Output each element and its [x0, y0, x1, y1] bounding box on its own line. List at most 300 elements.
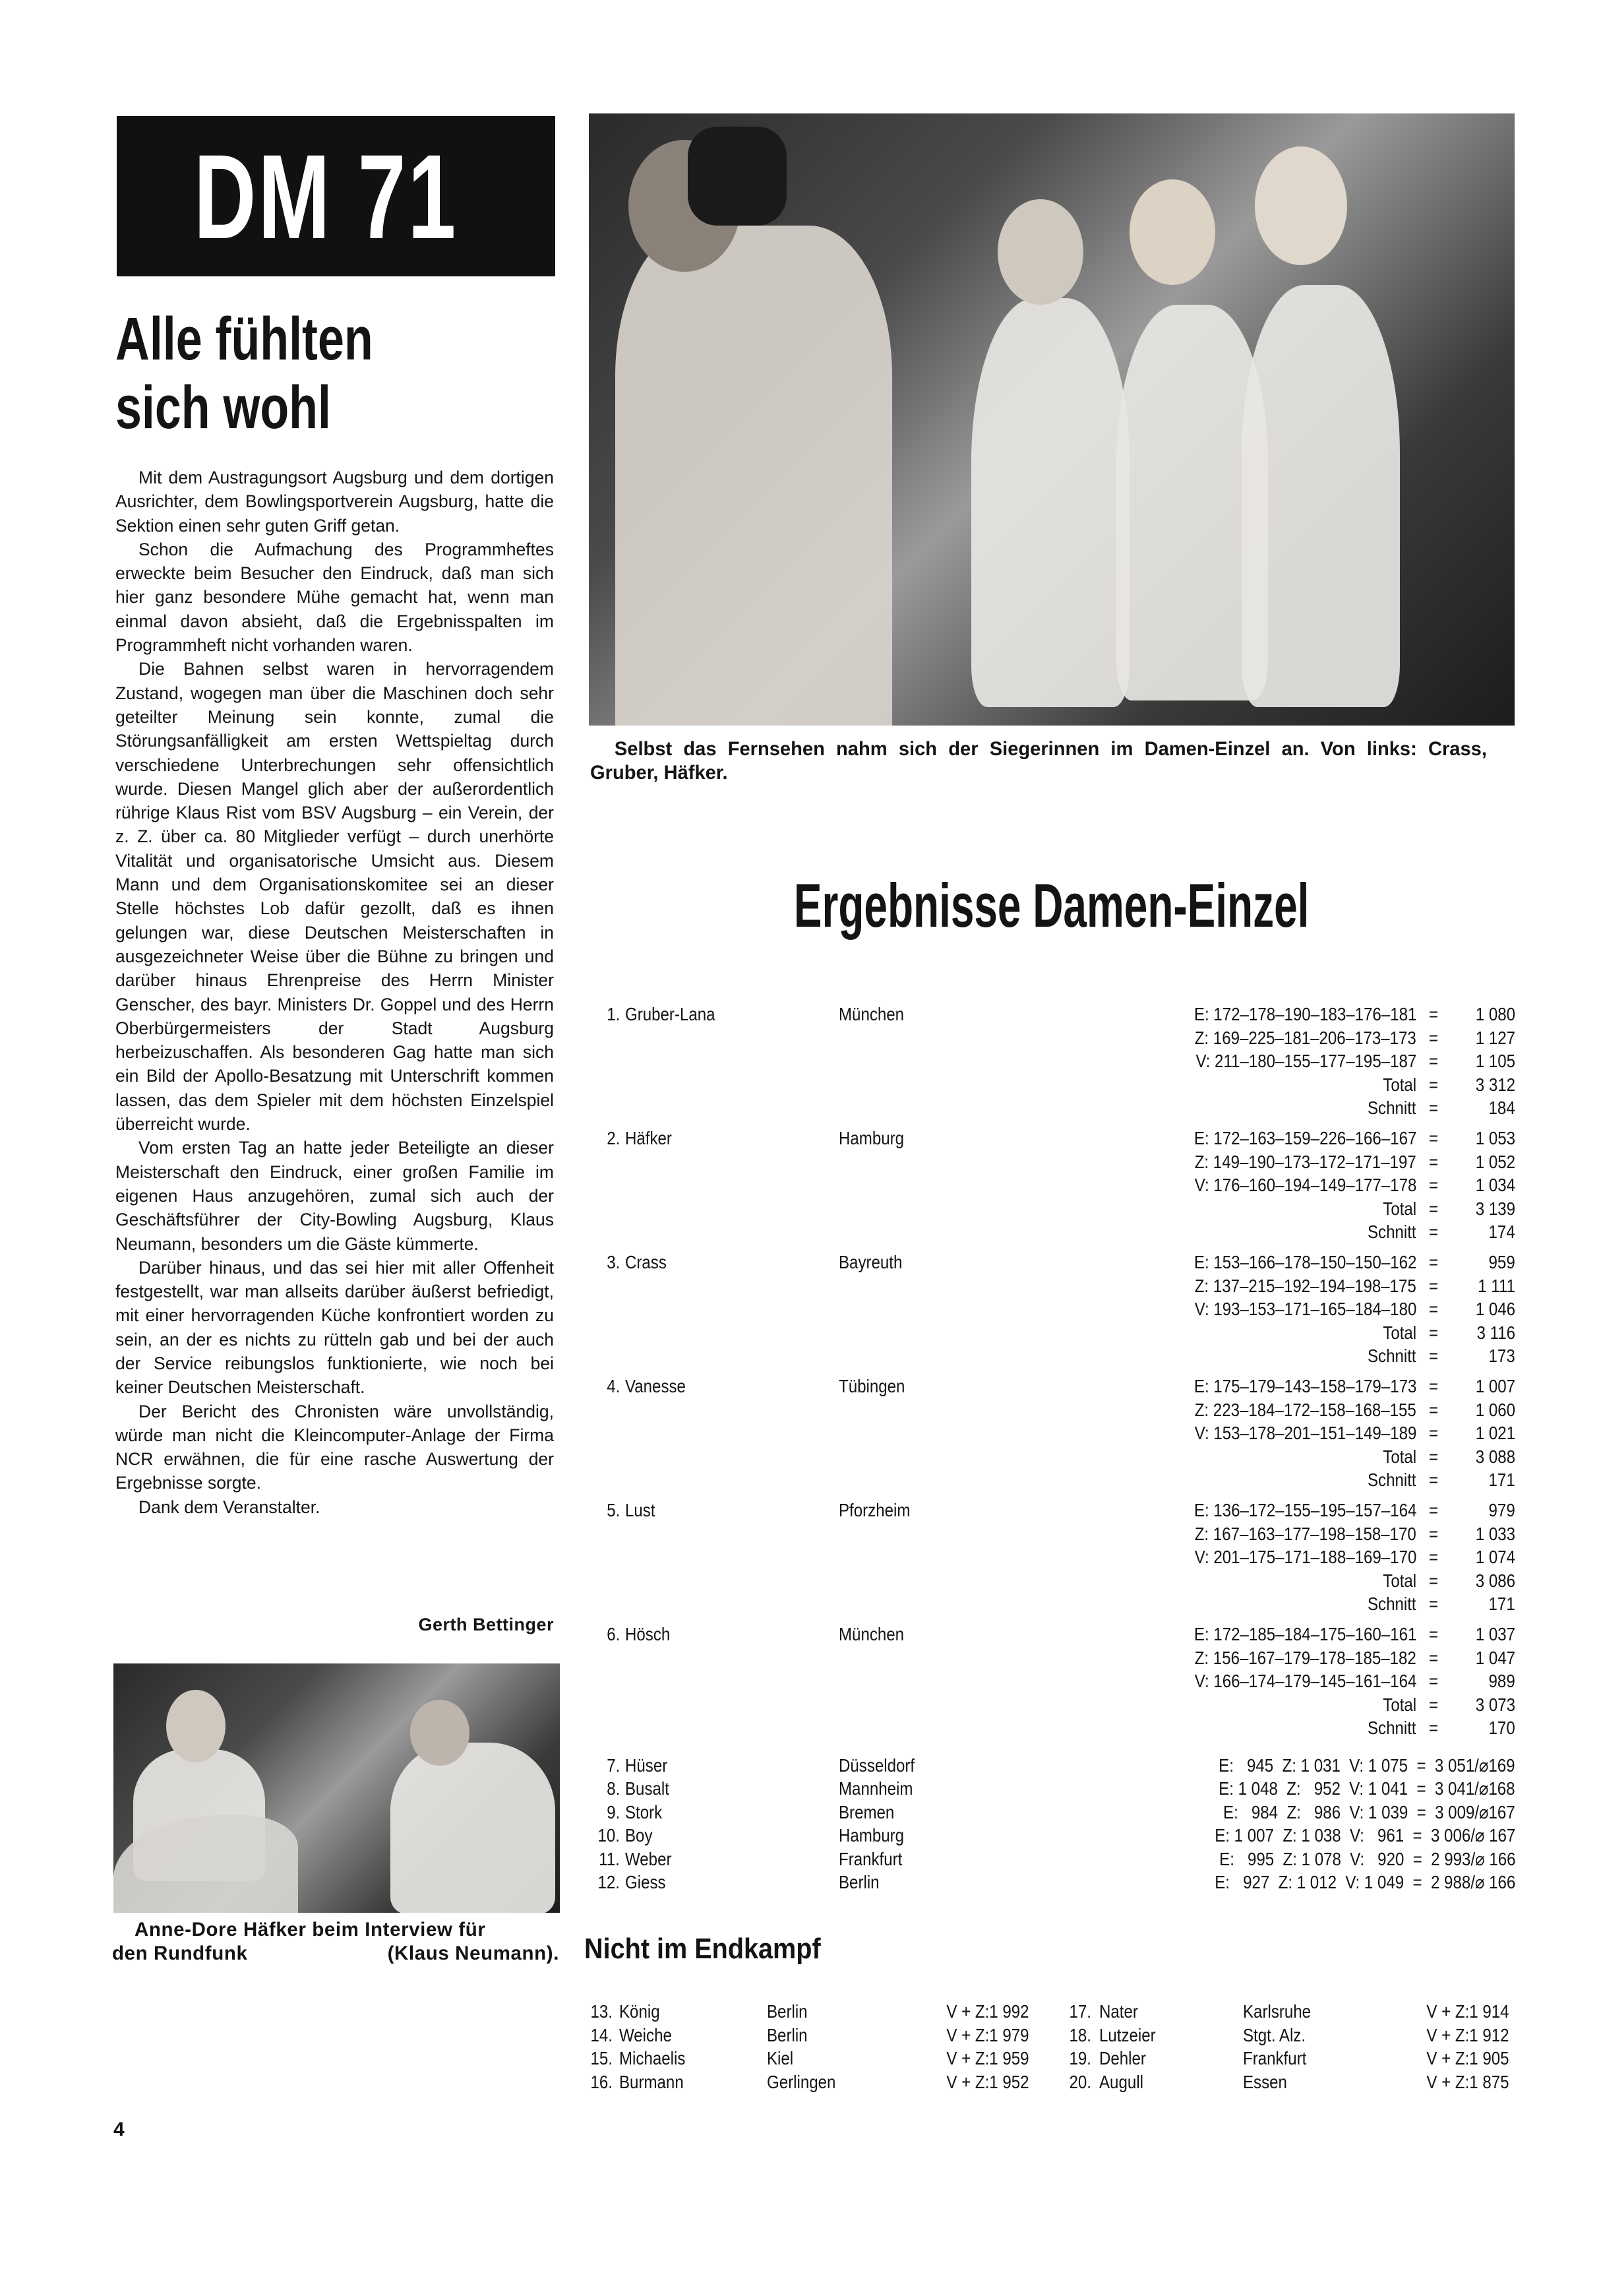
average-label-text: Schnitt: [1368, 1346, 1416, 1366]
non-finalist-row: [578, 2024, 1515, 2047]
round-games: [1159, 1274, 1416, 1298]
round-games-text: V: 176–160–194–149–177–178: [1194, 1175, 1416, 1195]
result-average-row: [593, 1344, 1515, 1368]
rank-text: 20.: [1069, 2071, 1091, 2092]
average-label: [1360, 1592, 1416, 1616]
total-label-text: Total: [1383, 1694, 1416, 1715]
equals-sign-text: =: [1428, 1446, 1438, 1467]
round-sum-text: 1 105: [1475, 1051, 1515, 1071]
equals-sign: [1427, 1173, 1441, 1197]
player-city: [839, 1754, 927, 1778]
score-text: V + Z:1 992: [946, 2001, 1029, 2022]
result-entry: [593, 1127, 1515, 1244]
score-summary-text: E: 1 048 Z: 952 V: 1 041 = 3 041/⌀168: [1219, 1778, 1515, 1799]
nicht-title-text: Nicht im Endkampf: [584, 1933, 821, 1965]
player-name: [619, 2070, 694, 2094]
round-games-text: V: 201–175–171–188–169–170: [1194, 1547, 1416, 1567]
player-name: [625, 1754, 675, 1778]
round-sum: [1447, 1251, 1515, 1274]
score-summary-text: E: 984 Z: 986 V: 1 039 = 3 009/⌀167: [1223, 1801, 1515, 1822]
round-sum-text: 1 052: [1475, 1151, 1515, 1172]
compact-results: [593, 1754, 1515, 1894]
player-name-text: Weber: [625, 1848, 672, 1869]
rank: [593, 1251, 620, 1274]
tv-photo-caption: [590, 737, 1487, 785]
score-text: V + Z:1 905: [1426, 2048, 1509, 2068]
player-city-text: München: [839, 1004, 905, 1024]
result-round-row: [593, 1398, 1515, 1422]
round-sum: [1447, 1646, 1515, 1670]
equals-sign-text: =: [1428, 1694, 1438, 1715]
player-city: [839, 1824, 915, 1847]
equals-sign: [1427, 1150, 1441, 1174]
round-sum-text: 1 047: [1475, 1647, 1515, 1668]
average-label-text: Schnitt: [1368, 1594, 1416, 1614]
score-text: V + Z:1 912: [1426, 2024, 1509, 2045]
round-sum: [1447, 1297, 1515, 1321]
player-city-text: Essen: [1243, 2071, 1287, 2092]
score-summary: [1170, 1777, 1515, 1801]
equals-sign: [1427, 1127, 1441, 1150]
total-value: [1447, 1693, 1515, 1717]
player-city: [1243, 2024, 1316, 2047]
round-games: [1159, 1297, 1416, 1321]
equals-sign-text: =: [1428, 1222, 1438, 1242]
equals-sign: [1427, 1096, 1441, 1120]
average-value: [1447, 1468, 1515, 1492]
equals-sign: [1427, 1274, 1441, 1298]
player-city: [767, 2070, 847, 2094]
rank: [593, 1871, 620, 1894]
result-average-row: [593, 1096, 1515, 1120]
round-games-text: E: 172–178–190–183–176–181: [1193, 1004, 1416, 1024]
average-value-text: 171: [1488, 1470, 1515, 1490]
round-games-text: E: 175–179–143–158–179–173: [1193, 1376, 1416, 1396]
result-total-row: [593, 1321, 1515, 1345]
total-label-text: Total: [1383, 1074, 1416, 1095]
player-city-text: Berlin: [767, 2001, 808, 2022]
round-games-text: Z: 156–167–179–178–185–182: [1194, 1647, 1416, 1668]
caption-line-2: [112, 1942, 559, 1966]
round-games-text: Z: 137–215–192–194–198–175: [1194, 1275, 1416, 1296]
equals-sign-text: =: [1428, 1198, 1438, 1219]
player-name-text: Nater: [1099, 2001, 1138, 2022]
player-city-text: Stgt. Alz.: [1243, 2024, 1306, 2045]
equals-sign-text: =: [1428, 1624, 1438, 1644]
result-total-row: [593, 1569, 1515, 1593]
result-entry: [593, 1375, 1515, 1492]
equals-sign-text: =: [1428, 1322, 1438, 1343]
non-finalist-row: [578, 2070, 1515, 2094]
round-games: [1159, 1173, 1416, 1197]
equals-sign-text: =: [1428, 1275, 1438, 1296]
rank-text: 13.: [590, 2001, 613, 2022]
round-games: [1159, 1669, 1416, 1693]
rank-text: 9.: [606, 1801, 620, 1822]
author-byline: Gerth Bettinger: [418, 1615, 554, 1634]
rank-text: 4.: [606, 1376, 620, 1396]
round-sum: [1447, 1150, 1515, 1174]
equals-sign-text: =: [1428, 1671, 1438, 1691]
player-city-text: Mannheim: [839, 1778, 913, 1799]
round-sum-text: 1 080: [1475, 1004, 1515, 1024]
score-text: V + Z:1 875: [1426, 2071, 1509, 2092]
round-games-text: V: 193–153–171–165–184–180: [1194, 1299, 1416, 1319]
rank-text: 11.: [599, 1848, 620, 1869]
caption-photo-credit: (Klaus Neumann).: [387, 1942, 559, 1964]
equals-sign-text: =: [1428, 1647, 1438, 1668]
player-city: [767, 2000, 814, 2024]
detailed-results: [593, 1003, 1515, 1747]
caption-line-1: Anne-Dore Häfker beim Interview für: [135, 1919, 486, 1940]
rank: [593, 1127, 620, 1150]
rank: [1057, 2070, 1091, 2094]
section-badge: [117, 116, 555, 276]
score-text: V + Z:1 979: [946, 2024, 1029, 2045]
player-name-text: Häfker: [625, 1128, 672, 1148]
round-games: [1160, 1049, 1416, 1073]
rank-text: 7.: [606, 1754, 620, 1776]
paragraph: Die Bahnen selbst waren in hervorragendem Zustand, wogegen man über die Maschinen doch sehr geteilter Meinung sein konnte, zumal die Störungsanfälligkeit am ersten Wettspieltag durch verschiedene Unterbrechungen sehr offensichtlich wurde. Diesen Mangel glich aber der außerordentlich rührige Klaus Rist vom BSV Augsburg – ein Verein, der z. Z. über ca. 80 Mitglieder verfügt – durch unerhörte Vitalität und organisatorische Umsicht aus. Diesem Mann und dem Organisationskomitee sei an dieser Stelle höchstes Lob dafür gezollt, daß es ihnen gelungen war, diese Deutschen Meisterschaften in ausgezeichneter Weise über die Bühne zu bringen und darüber hinaus Ehrenpreise des Herrn Minister Genscher, des bayr. Ministers Dr. Goppel und des Herrn Oberbürgermeisters der Stadt Augsburg herbeizuschaffen. Als besonderen Gag hatte man sich ein Bild der Apollo-Besatzung mit Unterschrift kommen lassen, das dem Spieler mit dem höchsten Einzelspiel überreicht wurde.: [115, 659, 554, 1134]
round-sum: [1447, 1522, 1515, 1546]
page-number: 4: [113, 2119, 125, 2140]
round-games-text: Z: 169–225–181–206–173–173: [1194, 1027, 1416, 1048]
rank: [593, 1003, 620, 1026]
player-name: [619, 2000, 667, 2024]
score-summary: [1170, 1754, 1515, 1778]
average-value: [1447, 1592, 1515, 1616]
equals-sign: [1427, 1569, 1441, 1593]
equals-sign: [1427, 1716, 1441, 1740]
average-label: [1360, 1344, 1416, 1368]
equals-sign-text: =: [1428, 1594, 1438, 1614]
player-name-text: Lust: [625, 1500, 655, 1520]
rank-text: 3.: [606, 1252, 620, 1272]
player-city-text: Frankfurt: [1243, 2048, 1307, 2068]
player-name: [1099, 2047, 1153, 2070]
compact-result-row: [593, 1754, 1515, 1778]
equals-sign: [1427, 1623, 1441, 1646]
headline-line-2: sich wohl: [115, 374, 331, 441]
player-name-text: Lutzeier: [1099, 2024, 1156, 2045]
player-name: [625, 1871, 673, 1894]
score-summary-text: E: 927 Z: 1 012 V: 1 049 = 2 988/⌀ 166: [1214, 1872, 1515, 1892]
round-sum-text: 1 111: [1478, 1275, 1515, 1296]
player-name: [625, 1499, 660, 1522]
result-average-row: [593, 1220, 1515, 1244]
equals-sign-text: =: [1428, 1718, 1438, 1738]
equals-sign: [1427, 1522, 1441, 1546]
rank-text: 17.: [1069, 2001, 1091, 2022]
rank: [1057, 2047, 1091, 2070]
player-city: [839, 1871, 886, 1894]
result-average-row: [593, 1592, 1515, 1616]
round-sum-text: 1 127: [1475, 1027, 1515, 1048]
equals-sign: [1427, 1321, 1441, 1345]
player-name: [619, 2024, 680, 2047]
round-sum-text: 989: [1488, 1671, 1515, 1691]
result-round-row: [593, 1545, 1515, 1569]
player-city: [839, 1777, 925, 1801]
round-sum: [1447, 1026, 1515, 1050]
round-sum: [1447, 1049, 1515, 1073]
equals-sign-text: =: [1428, 1074, 1438, 1095]
player-city-text: Gerlingen: [767, 2071, 836, 2092]
round-games: [1159, 1646, 1416, 1670]
average-label-text: Schnitt: [1368, 1098, 1416, 1118]
player-name: [625, 1127, 679, 1150]
player-city-text: Bayreuth: [839, 1252, 903, 1272]
paragraph: Vom ersten Tag an hatte jeder Beteiligte an dieser Meisterschaft den Eindruck, einer großen Familie im eigenen Haus anzugehören, zumal sich auch der Geschäftsführer der City-Bowling Augsburg, Klaus Neumann, besonders um die Gäste kümmerte.: [115, 1138, 554, 1254]
result-round-row: [593, 1173, 1515, 1197]
round-games: [1158, 1623, 1416, 1646]
score-summary-text: E: 1 007 Z: 1 038 V: 961 = 3 006/⌀ 167: [1214, 1825, 1515, 1846]
result-entry: [593, 1623, 1515, 1740]
rank-text: 5.: [606, 1500, 620, 1520]
total-value-text: 3 086: [1475, 1570, 1515, 1591]
equals-sign-text: =: [1428, 1252, 1438, 1272]
player-name-text: Gruber-Lana: [625, 1004, 715, 1024]
score: [1356, 2047, 1509, 2070]
total-label: [1377, 1569, 1416, 1593]
compact-result-row: [593, 1824, 1515, 1847]
result-round-row: [593, 1127, 1515, 1150]
round-sum: [1447, 1545, 1515, 1569]
score-summary: [1171, 1847, 1516, 1871]
equals-sign-text: =: [1428, 1299, 1438, 1319]
player-city: [1243, 2070, 1294, 2094]
result-entry: [593, 1003, 1515, 1120]
total-value-text: 3 088: [1475, 1446, 1515, 1467]
player-city: [1243, 2000, 1322, 2024]
player-name-text: Vanesse: [625, 1376, 686, 1396]
round-games: [1159, 1421, 1416, 1445]
player-name: [1099, 2070, 1151, 2094]
section-badge-text: DM 71: [194, 129, 458, 264]
results-table: [593, 1003, 1515, 1894]
result-round-row: [593, 1251, 1515, 1274]
result-total-row: [593, 1197, 1515, 1221]
paragraph: Schon die Aufmachung des Programmheftes erweckte beim Besucher den Eindruck, daß man sich hier ganz besondere Mühe gemacht hat, wenn man einmal davon absieht, daß die Ergebnisspalten im Programmheft nicht vorhanden waren.: [115, 539, 554, 656]
equals-sign: [1427, 1445, 1441, 1469]
nicht-im-endkampf-title: [584, 1933, 847, 1966]
equals-sign-text: =: [1428, 1376, 1438, 1396]
player-name-text: Giess: [625, 1872, 666, 1892]
rank: [578, 2047, 613, 2070]
rank-text: 16.: [590, 2071, 613, 2092]
equals-sign-text: =: [1428, 1399, 1438, 1420]
round-games: [1159, 1545, 1416, 1569]
equals-sign: [1427, 1297, 1441, 1321]
total-value: [1447, 1321, 1515, 1345]
round-sum: [1447, 1127, 1515, 1150]
rank-text: 8.: [606, 1778, 620, 1799]
score-text: V + Z:1 952: [946, 2071, 1029, 2092]
result-average-row: [593, 1468, 1515, 1492]
average-value: [1447, 1096, 1515, 1120]
round-sum: [1447, 1003, 1515, 1026]
round-sum-text: 1 060: [1475, 1399, 1515, 1420]
player-name: [619, 2047, 696, 2070]
round-games: [1159, 1150, 1416, 1174]
total-value-text: 3 139: [1475, 1198, 1515, 1219]
round-games-text: E: 172–185–184–175–160–161: [1193, 1624, 1416, 1644]
round-games-text: Z: 223–184–172–158–168–155: [1194, 1399, 1416, 1420]
equals-sign: [1427, 1220, 1441, 1244]
total-value: [1447, 1445, 1515, 1469]
total-label-text: Total: [1383, 1570, 1416, 1591]
result-entry: [593, 1251, 1515, 1368]
player-city-text: Karlsruhe: [1243, 2001, 1312, 2022]
result-total-row: [593, 1445, 1515, 1469]
round-games-text: Z: 167–163–177–198–158–170: [1194, 1523, 1416, 1544]
result-round-row: [593, 1522, 1515, 1546]
caption-line-2-left: den Rundfunk: [112, 1942, 248, 1964]
round-sum-text: 959: [1488, 1252, 1515, 1272]
equals-sign-text: =: [1428, 1423, 1438, 1443]
player-name-text: Hösch: [625, 1624, 671, 1644]
round-games: [1159, 1398, 1416, 1422]
headline-line-1: Alle fühlten: [115, 305, 373, 373]
paragraph: Dank dem Veranstalter.: [138, 1497, 320, 1517]
total-label: [1377, 1693, 1416, 1717]
round-games-text: E: 172–163–159–226–166–167: [1193, 1128, 1416, 1148]
equals-sign: [1427, 1375, 1441, 1398]
compact-result-row: [593, 1847, 1515, 1871]
player-city: [767, 2024, 814, 2047]
equals-sign: [1427, 1344, 1441, 1368]
average-label-text: Schnitt: [1368, 1718, 1416, 1738]
total-label: [1377, 1197, 1416, 1221]
total-label-text: Total: [1383, 1322, 1416, 1343]
result-round-row: [593, 1499, 1515, 1522]
result-total-row: [593, 1693, 1515, 1717]
rank: [578, 2024, 613, 2047]
round-games: [1158, 1251, 1416, 1274]
equals-sign-text: =: [1428, 1175, 1438, 1195]
compact-result-row: [593, 1777, 1515, 1801]
average-value: [1447, 1344, 1515, 1368]
rank: [593, 1847, 620, 1871]
average-label-text: Schnitt: [1368, 1222, 1416, 1242]
player-name: [1099, 2024, 1165, 2047]
score-text: V + Z:1 914: [1426, 2001, 1509, 2022]
player-city-text: Hamburg: [839, 1128, 905, 1148]
equals-sign-text: =: [1428, 1570, 1438, 1591]
interview-photo: [113, 1663, 560, 1913]
player-name-text: Hüser: [625, 1754, 668, 1776]
player-city: [839, 1127, 915, 1150]
player-city-text: Tübingen: [839, 1376, 905, 1396]
equals-sign: [1427, 1646, 1441, 1670]
total-value: [1447, 1569, 1515, 1593]
player-name-text: Dehler: [1099, 2048, 1146, 2068]
average-value-text: 184: [1488, 1098, 1515, 1118]
average-value-text: 173: [1488, 1346, 1515, 1366]
player-name: [625, 1375, 696, 1398]
player-city-text: Kiel: [767, 2048, 794, 2068]
player-city-text: Frankfurt: [839, 1848, 903, 1869]
round-sum: [1447, 1669, 1515, 1693]
rank: [593, 1754, 620, 1778]
player-city-text: München: [839, 1624, 905, 1644]
round-games: [1159, 1026, 1416, 1050]
round-sum-text: 1 046: [1475, 1299, 1515, 1319]
player-city-text: Pforzheim: [839, 1500, 911, 1520]
player-name-text: Weiche: [619, 2024, 672, 2045]
rank: [1057, 2000, 1091, 2024]
player-city: [839, 1623, 915, 1646]
total-label-text: Total: [1383, 1198, 1416, 1219]
player-city: [767, 2047, 798, 2070]
paragraph: Mit dem Austragungsort Augsburg und dem dortigen Ausrichter, dem Bowlingsportverein Augsburg, hatte die Sektion einen sehr guten Griff getan.: [115, 468, 554, 536]
round-games-text: V: 153–178–201–151–149–189: [1194, 1423, 1416, 1443]
compact-result-row: [593, 1801, 1515, 1824]
round-sum: [1447, 1398, 1515, 1422]
result-round-row: [593, 1150, 1515, 1174]
rank: [578, 2070, 613, 2094]
player-name: [625, 1623, 677, 1646]
average-label: [1360, 1096, 1416, 1120]
result-round-row: [593, 1274, 1515, 1298]
player-city: [839, 1251, 913, 1274]
result-round-row: [593, 1669, 1515, 1693]
score: [876, 2024, 1029, 2047]
equals-sign: [1427, 1073, 1441, 1097]
result-round-row: [593, 1297, 1515, 1321]
equals-sign: [1427, 1003, 1441, 1026]
non-finalist-row: [578, 2047, 1515, 2070]
total-value-text: 3 073: [1475, 1694, 1515, 1715]
score: [876, 2070, 1029, 2094]
total-label: [1377, 1321, 1416, 1345]
equals-sign-text: =: [1428, 1523, 1438, 1544]
score: [1356, 2070, 1509, 2094]
player-name-text: Busalt: [625, 1778, 669, 1799]
tv-camera-photo: [589, 113, 1515, 726]
rank: [593, 1623, 620, 1646]
equals-sign: [1427, 1197, 1441, 1221]
equals-sign: [1427, 1592, 1441, 1616]
equals-sign-text: =: [1428, 1098, 1438, 1118]
result-average-row: [593, 1716, 1515, 1740]
round-games: [1158, 1003, 1416, 1026]
rank-text: 19.: [1069, 2048, 1091, 2068]
equals-sign: [1427, 1545, 1441, 1569]
equals-sign-text: =: [1428, 1547, 1438, 1567]
average-value: [1447, 1220, 1515, 1244]
equals-sign: [1427, 1026, 1441, 1050]
player-name-text: Burmann: [619, 2071, 684, 2092]
round-games-text: V: 166–174–179–145–161–164: [1194, 1671, 1416, 1691]
result-round-row: [593, 1623, 1515, 1646]
total-label: [1377, 1445, 1416, 1469]
round-sum: [1447, 1173, 1515, 1197]
rank-text: 15.: [590, 2048, 613, 2068]
paragraph: Der Bericht des Chronisten wäre unvollständig, würde man nicht die Kleincomputer-Anlage der Firma NCR erwähnen, die für eine rasche Auswertung der Ergebnisse sorgte.: [115, 1401, 554, 1493]
round-sum-text: 1 037: [1475, 1624, 1515, 1644]
round-games-text: E: 153–166–178–150–150–162: [1193, 1252, 1416, 1272]
equals-sign: [1427, 1251, 1441, 1274]
equals-sign: [1427, 1049, 1441, 1073]
player-name-text: Augull: [1099, 2071, 1143, 2092]
player-city-text: Bremen: [839, 1801, 895, 1822]
equals-sign: [1427, 1421, 1441, 1445]
non-finalist-row: [578, 2000, 1515, 2024]
results-title: [589, 869, 1515, 942]
player-name-text: Boy: [625, 1825, 653, 1846]
player-city: [839, 1847, 913, 1871]
